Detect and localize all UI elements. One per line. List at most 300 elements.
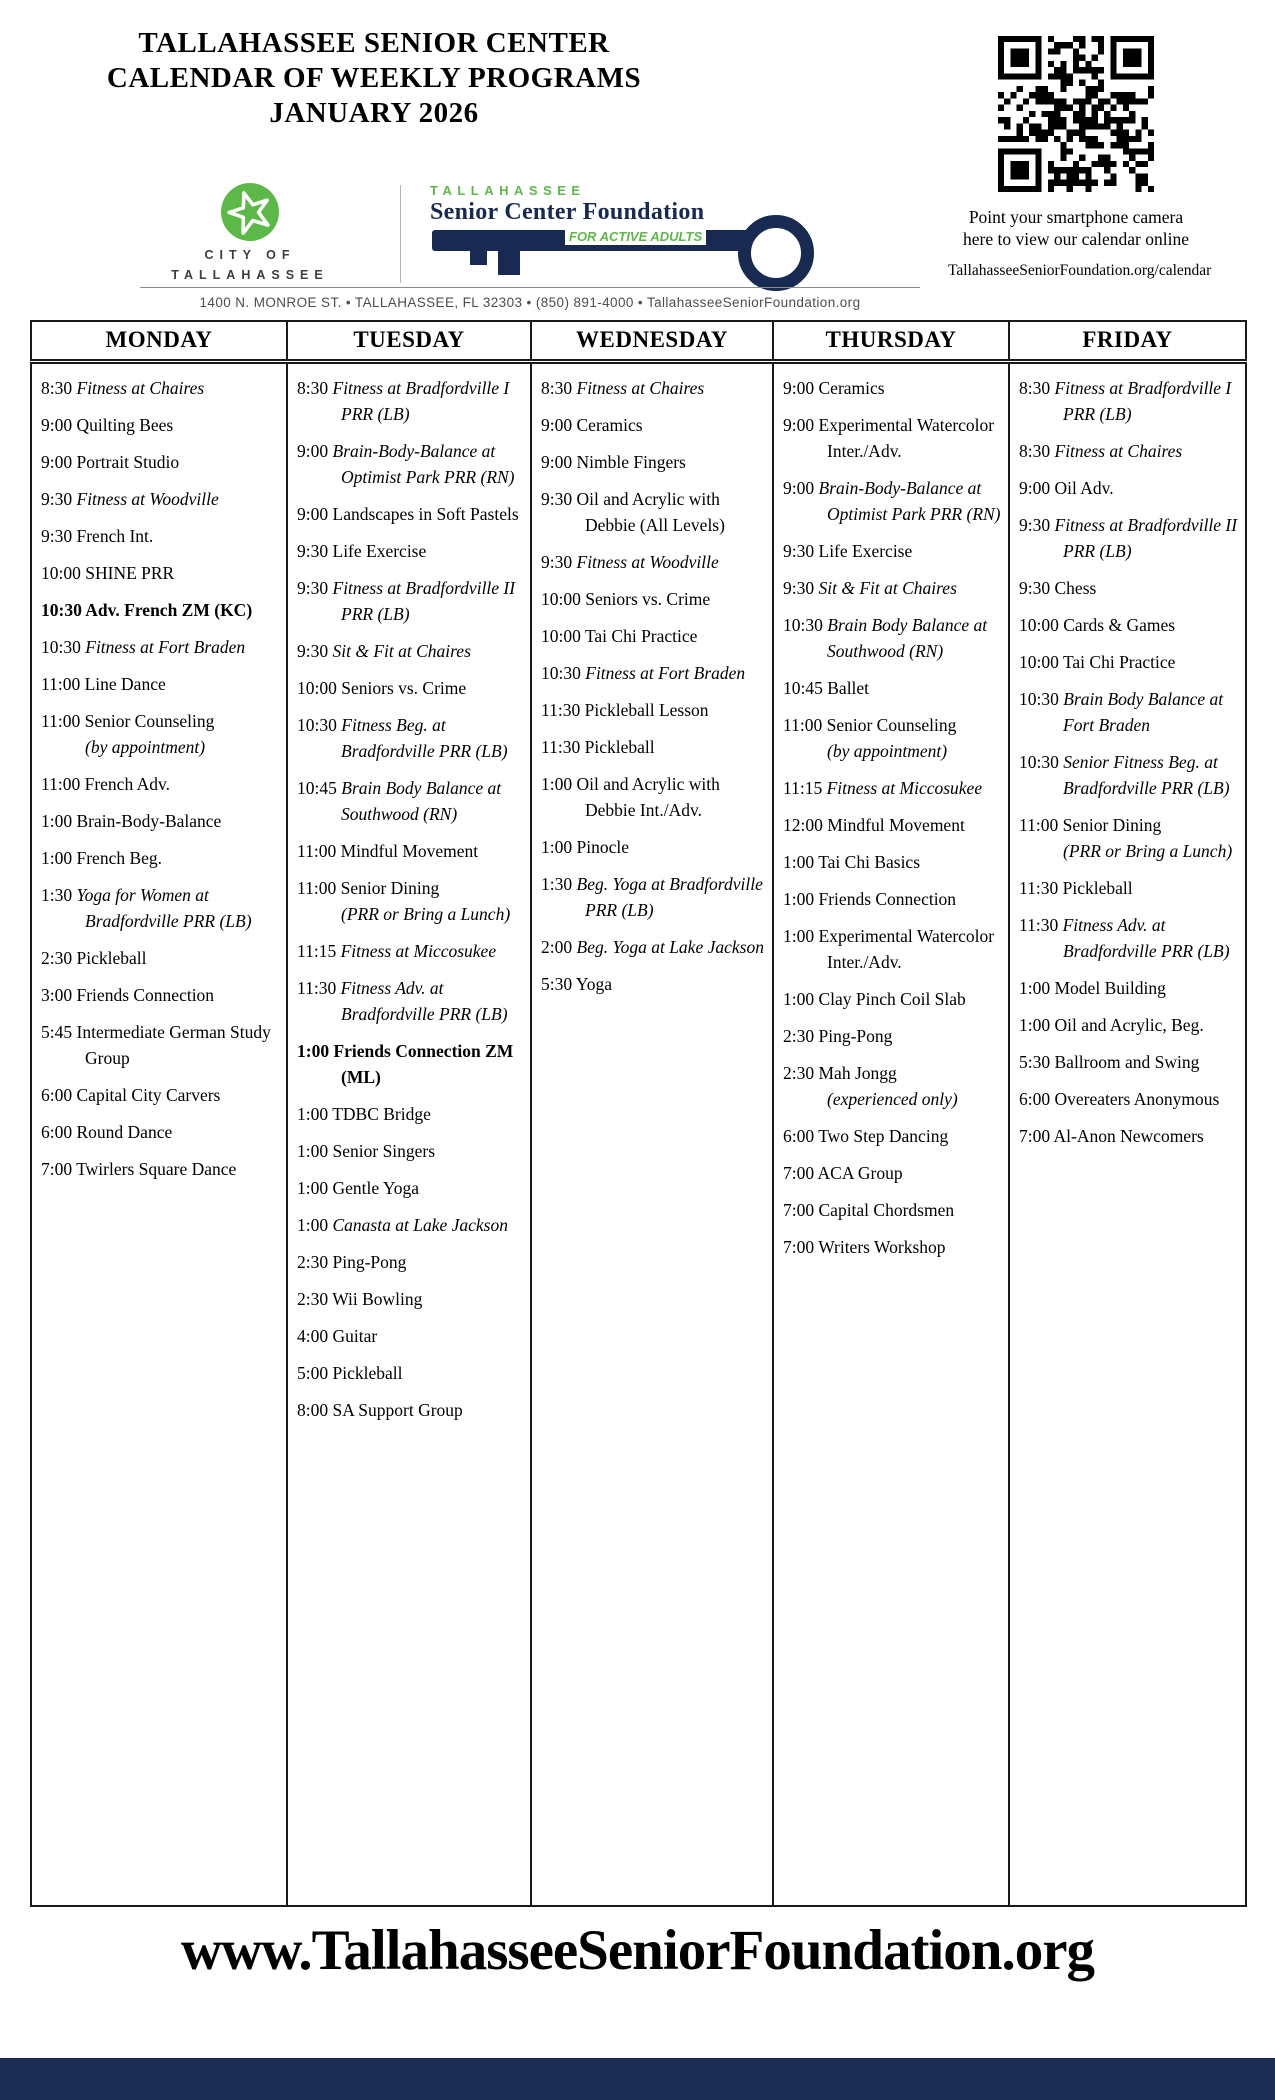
event-time: 1:00 [297,1215,329,1235]
event [541,375,767,401]
event-time: 9:30 [41,526,73,546]
event [1019,1049,1240,1075]
event-time: 6:00 [41,1085,73,1105]
event [541,934,767,960]
qr-panel [948,36,1212,280]
qr-code [998,36,1154,192]
event [297,1249,525,1275]
event-time: 2:30 [783,1063,815,1083]
event-title: Brain Body Balance at Southwood (RN) [341,778,502,824]
event-time: 7:00 [783,1163,815,1183]
day-header-monday: MONDAY [31,321,287,362]
event-time: 2:30 [41,948,73,968]
event-title: Model Building [1054,978,1166,998]
event-title: Life Exercise [332,541,427,561]
event-time: 1:00 [541,837,573,857]
event-title: Line Dance [84,674,166,694]
day-column-tuesday [287,362,531,1907]
event-title: Sit & Fit at Chaires [332,641,471,661]
event-time: 10:00 [1019,615,1059,635]
event [1019,912,1240,964]
logo-divider [400,185,401,283]
event-time: 5:30 [541,974,573,994]
event-title: Fitness Adv. at Bradfordville PRR (LB) [340,978,508,1024]
event-title: Experimental Watercolor Inter./Adv. [818,415,995,461]
event-time: 8:30 [297,378,329,398]
event-time: 11:00 [41,711,81,731]
event-title: Pickleball [1062,878,1133,898]
event [541,697,767,723]
event [41,412,281,438]
event-time: 2:00 [541,937,573,957]
foundation-logo-main: Senior Center Foundation [430,199,705,225]
event-time: 10:00 [41,563,81,583]
event-time: 9:30 [783,541,815,561]
event-title: Capital Chordsmen [818,1200,955,1220]
event-title: TDBC Bridge [332,1104,431,1124]
qr-caption [948,206,1204,250]
event-title: SA Support Group [332,1400,463,1420]
event [783,675,1003,701]
event [297,638,525,664]
event [1019,612,1240,638]
event-title: Pickleball Lesson [584,700,709,720]
title-line-3: JANUARY 2026 [269,97,479,129]
event-time: 9:00 [297,441,329,461]
event-time: 9:00 [783,415,815,435]
event [1019,649,1240,675]
event-time: 11:00 [1019,815,1059,835]
event-time: 9:30 [41,489,73,509]
event [783,775,1003,801]
event [783,412,1003,464]
event-time: 11:30 [541,737,581,757]
event-title: Fitness at Bradfordville II PRR (LB) [1054,515,1238,561]
event-time: 2:30 [783,1026,815,1046]
event [41,597,281,623]
event [1019,875,1240,901]
event-title: Oil and Acrylic with Debbie Int./Adv. [576,774,720,820]
event-time: 9:30 [783,578,815,598]
event-time: 1:00 [297,1141,329,1161]
event [1019,1012,1240,1038]
event [1019,1123,1240,1149]
event-title: Landscapes in Soft Pastels [332,504,519,524]
event-time: 5:00 [297,1363,329,1383]
event-title: Ping-Pong [818,1026,893,1046]
event-title: SHINE PRR [85,563,175,583]
event-title: Pinocle [576,837,629,857]
event-time: 7:00 [783,1237,815,1257]
event-title: Ping-Pong [332,1252,407,1272]
event-title: Oil and Acrylic with Debbie (All Levels) [576,489,725,535]
foundation-logo-top: TALLAHASSEE [430,183,586,198]
event-title: Fitness at Bradfordville I PRR (LB) [332,378,510,424]
event-title: Chess [1054,578,1097,598]
calendar-head-row [31,321,1246,362]
event-title: Pickleball [76,948,147,968]
event [41,945,281,971]
event-title: Nimble Fingers [576,452,686,472]
event-title: Round Dance [76,1122,173,1142]
event [541,660,767,686]
event-time: 1:00 [297,1104,329,1124]
event-title: Al-Anon Newcomers [1053,1126,1204,1146]
event-title: Oil and Acrylic, Beg. [1054,1015,1204,1035]
event [783,886,1003,912]
event-title: Fitness at Fort Braden [585,663,746,683]
event [297,1397,525,1423]
event-title: Friends Connection [818,889,957,909]
event-time: 10:00 [541,589,581,609]
event-time: 1:00 [783,926,815,946]
event-time: 11:15 [783,778,823,798]
event-time: 9:00 [41,452,73,472]
event-time: 5:30 [1019,1052,1051,1072]
event [297,1101,525,1127]
event-title: Intermediate German Study Group [76,1022,271,1068]
event-time: 10:45 [783,678,823,698]
event-title: Oil Adv. [1054,478,1114,498]
address-band [140,287,920,310]
event-time: 6:00 [41,1122,73,1142]
calendar-body-row [31,362,1246,1907]
event-time: 2:30 [297,1289,329,1309]
event-time: 8:00 [297,1400,329,1420]
event [783,1197,1003,1223]
event-title: Tai Chi Basics [818,852,921,872]
calendar-table [30,320,1247,1907]
event-time: 10:30 [41,600,82,620]
event-time: 9:00 [1019,478,1051,498]
event-time: 10:00 [541,626,581,646]
event [41,486,281,512]
event [41,634,281,660]
event [41,882,281,934]
event-time: 8:30 [541,378,573,398]
event [1019,812,1240,864]
event [297,1323,525,1349]
event [783,575,1003,601]
event [783,1023,1003,1049]
event-title: Fitness at Woodville [576,552,719,572]
event-time: 4:00 [297,1326,329,1346]
event-time: 9:30 [297,578,329,598]
event [41,671,281,697]
event-title: Portrait Studio [76,452,180,472]
title-line-1: TALLAHASSEE SENIOR CENTER [138,27,610,59]
event-time: 9:30 [1019,578,1051,598]
event-title: Fitness at Miccosukee [826,778,983,798]
event-title: Ballroom and Swing [1054,1052,1200,1072]
event [783,1234,1003,1260]
city-logo-line-2: TALLAHASSEE [171,268,329,282]
event [541,449,767,475]
event-title: Quilting Bees [76,415,174,435]
event-title: Ballet [827,678,870,698]
event [297,501,525,527]
event-time: 9:00 [783,378,815,398]
event [783,1160,1003,1186]
page-title [0,26,748,131]
key-ring-icon [738,215,814,291]
event-title: Senior Counseling [84,711,215,731]
event-time: 8:30 [1019,378,1051,398]
event-time: 9:30 [297,641,329,661]
event-title: Clay Pinch Coil Slab [818,989,966,1009]
event-time: 10:30 [1019,689,1059,709]
event-title: Sit & Fit at Chaires [818,578,957,598]
event [41,845,281,871]
logo-band [0,183,960,291]
event-note: (PRR or Bring a Lunch) [1063,841,1233,861]
event-title: Fitness at Chaires [576,378,705,398]
event-time: 8:30 [41,378,73,398]
event [783,375,1003,401]
event-title: Friends Connection ZM (ML) [333,1041,514,1087]
event-title: Pickleball [584,737,655,757]
event [541,412,767,438]
event [297,1138,525,1164]
event-time: 9:00 [297,504,329,524]
event [297,775,525,827]
day-column-friday [1009,362,1246,1907]
event-time: 11:15 [297,941,337,961]
event-title: Senior Counseling [826,715,957,735]
event [1019,1086,1240,1112]
event-title: Guitar [332,1326,378,1346]
event-time: 1:30 [41,885,73,905]
event [297,975,525,1027]
event-time: 9:30 [297,541,329,561]
event-time: 1:00 [783,989,815,1009]
event [297,838,525,864]
event [1019,686,1240,738]
event-title: Canasta at Lake Jackson [332,1215,508,1235]
event-title: French Beg. [76,848,163,868]
day-header-friday: FRIDAY [1009,321,1246,362]
calendar-table-wrap [30,320,1245,1907]
event-time: 1:00 [297,1041,330,1061]
event [1019,375,1240,427]
event [41,375,281,401]
event-title: Capital City Carvers [76,1085,221,1105]
event-time: 1:30 [541,874,573,894]
event-time: 11:00 [41,674,81,694]
event-time: 9:00 [783,478,815,498]
event [1019,749,1240,801]
event-title: Brain-Body-Balance at Optimist Park PRR (RN) [332,441,515,487]
event [297,1175,525,1201]
event [541,871,767,923]
event-title: Seniors vs. Crime [585,589,711,609]
event-title: Fitness at Bradfordville I PRR (LB) [1054,378,1232,424]
event-time: 11:30 [1019,878,1059,898]
event [41,708,281,760]
event-time: 11:30 [1019,915,1059,935]
event-title: French Adv. [84,774,170,794]
event [783,1060,1003,1112]
event-time: 1:00 [783,852,815,872]
event-title: Senior Singers [332,1141,436,1161]
event-title: Mah Jongg [818,1063,897,1083]
event-title: Brain Body Balance at Southwood (RN) [827,615,988,661]
event-time: 9:30 [541,552,573,572]
event-time: 10:00 [1019,652,1059,672]
event-time: 1:00 [297,1178,329,1198]
event [297,375,525,427]
qr-url: TallahasseeSeniorFoundation.org/calendar [948,262,1212,279]
event-title: Mindful Movement [827,815,965,835]
key-tooth-icon [498,249,520,275]
event-note: (PRR or Bring a Lunch) [341,904,511,924]
city-star-icon [221,183,279,241]
event [297,1360,525,1386]
event [297,875,525,927]
event [41,1119,281,1145]
event-note: (experienced only) [827,1089,958,1109]
event-title: Brain Body Balance at Fort Braden [1063,689,1224,735]
event [297,712,525,764]
event [541,486,767,538]
event [783,849,1003,875]
event-title: Fitness at Fort Braden [85,637,246,657]
event-title: Fitness at Miccosukee [340,941,497,961]
event-note: (by appointment) [827,741,948,761]
event [783,1123,1003,1149]
event-time: 11:00 [41,774,81,794]
event [541,734,767,760]
event-title: Fitness Adv. at Bradfordville PRR (LB) [1062,915,1230,961]
event [783,812,1003,838]
event [41,1082,281,1108]
event-title: Senior Fitness Beg. at Bradfordville PRR (LB) [1063,752,1230,798]
event [41,560,281,586]
event [297,938,525,964]
event [41,1019,281,1071]
event [541,971,767,997]
event-title: Fitness at Chaires [1054,441,1183,461]
event-title: Twirlers Square Dance [76,1159,237,1179]
event-time: 11:00 [783,715,823,735]
event [1019,975,1240,1001]
event-time: 11:30 [541,700,581,720]
address-rule [140,287,920,288]
event-title: Beg. Yoga at Bradfordville PRR (LB) [576,874,763,920]
event [41,523,281,549]
event-title: Wii Bowling [332,1289,423,1309]
bottom-navy-bar [0,2058,1275,2100]
event-title: Fitness at Chaires [76,378,205,398]
day-header-tuesday: TUESDAY [287,321,531,362]
event-title: Yoga [575,974,613,994]
event [783,538,1003,564]
event-time: 7:00 [1019,1126,1051,1146]
event [783,612,1003,664]
footer-url: www.TallahasseeSeniorFoundation.org [180,1919,1095,1982]
event-time: 1:00 [541,774,573,794]
event-title: Yoga for Women at Bradfordville PRR (LB) [76,885,252,931]
event [783,475,1003,527]
event-title: Writers Workshop [818,1237,946,1257]
event [41,771,281,797]
day-header-wednesday: WEDNESDAY [531,321,773,362]
event-time: 5:45 [41,1022,73,1042]
event [297,675,525,701]
event [783,923,1003,975]
event-time: 11:00 [297,841,337,861]
event-title: Two Step Dancing [818,1126,949,1146]
event-title: Adv. French ZM (KC) [85,600,253,620]
event-time: 2:30 [297,1252,329,1272]
event-title: Pickleball [332,1363,403,1383]
address-text: 1400 N. MONROE ST. • TALLAHASSEE, FL 32303 • (850) 891-4000 • TallahasseeSeniorFoundation.org [199,295,861,310]
event-time: 11:00 [297,878,337,898]
event-title: Senior Dining [1062,815,1162,835]
event [41,1156,281,1182]
day-header-thursday: THURSDAY [773,321,1009,362]
event-time: 6:00 [783,1126,815,1146]
event [41,808,281,834]
event-time: 9:00 [541,415,573,435]
event-time: 1:00 [783,889,815,909]
event [1019,512,1240,564]
event-time: 8:30 [1019,441,1051,461]
senior-center-foundation-logo [430,183,850,283]
event-title: Senior Dining [340,878,440,898]
event-title: Overeaters Anonymous [1054,1089,1220,1109]
day-column-wednesday [531,362,773,1907]
event-time: 9:30 [541,489,573,509]
event-title: Brain-Body-Balance at Optimist Park PRR (RN) [818,478,1001,524]
event-time: 7:00 [41,1159,73,1179]
event-title: Life Exercise [818,541,913,561]
event-title: Tai Chi Practice [1062,652,1176,672]
event [1019,575,1240,601]
event-time: 10:00 [297,678,337,698]
event-time: 9:00 [41,415,73,435]
event-title: Fitness at Woodville [76,489,219,509]
event [297,1212,525,1238]
foundation-logo-tagline: FOR ACTIVE ADULTS [565,228,706,245]
event-title: Brain-Body-Balance [76,811,222,831]
event-time: 10:30 [41,637,81,657]
event [541,771,767,823]
key-tooth-icon [470,249,487,265]
event-note: (by appointment) [85,737,206,757]
event-time: 10:30 [297,715,337,735]
event-time: 9:30 [1019,515,1051,535]
event [297,1286,525,1312]
event-time: 7:00 [783,1200,815,1220]
event-time: 1:00 [41,811,73,831]
event-time: 10:30 [1019,752,1059,772]
event-title: Experimental Watercolor Inter./Adv. [818,926,995,972]
event-title: Gentle Yoga [332,1178,420,1198]
qr-caption-line-2: here to view our calendar online [963,229,1189,249]
event [783,712,1003,764]
city-of-tallahassee-logo [170,183,330,284]
event [541,834,767,860]
event-title: Tai Chi Practice [584,626,698,646]
event [297,438,525,490]
event [541,586,767,612]
event-title: Friends Connection [76,985,215,1005]
event-time: 6:00 [1019,1089,1051,1109]
event-time: 12:00 [783,815,823,835]
day-column-monday [31,362,287,1907]
qr-caption-line-1: Point your smartphone camera [968,207,1184,227]
